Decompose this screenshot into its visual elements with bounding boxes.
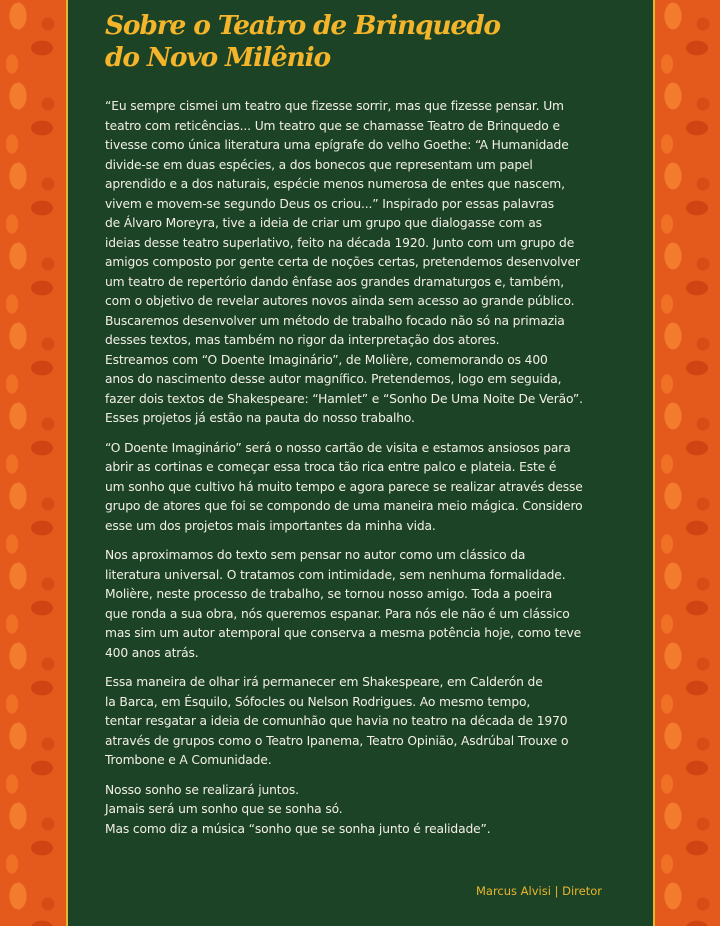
text-line: Trombone e A Comunidade.: [105, 753, 272, 767]
text-line: Esses projetos já estão na pauta do nosso trabalho.: [105, 411, 415, 425]
text-line: Buscaremos desenvolver um método de trabalho focado não só na primazia: [105, 313, 565, 328]
right-decorative-border: [655, 0, 720, 926]
page-title: [105, 10, 625, 74]
text-line: Nos aproximamos do texto sem pensar no autor como um clássico da: [105, 548, 526, 562]
text-line: Estreamos com “O Doente Imaginário”, de Molière, comemorando os 400: [105, 352, 548, 367]
paragraph-2: [105, 439, 625, 537]
text-line: um sonho que cultivo há muito tempo e agora parece se realizar através desse: [105, 479, 583, 494]
text-line: amigos composto por gente certa de noções certas, pretendemos desenvolver: [105, 255, 580, 269]
title-line: do Novo Milênio: [105, 42, 330, 73]
text-line: anos do nascimento desse autor magnífico. Pretendemos, logo em seguida,: [105, 372, 562, 386]
text-line: um teatro de repertório dando ênfase aos grandes dramaturgos e, também,: [105, 274, 565, 289]
text-line: mas sim um autor atemporal que conserva a mesma potência hoje, como teve: [105, 626, 582, 640]
paragraph-4: [105, 673, 625, 771]
text-line: ideias desse teatro superlativo, feito na década 1920. Junto com um grupo de: [105, 235, 575, 250]
text-line: vivem e movem-se segundo Deus os criou...” Inspirado por essas palavras: [105, 196, 555, 211]
text-line: esse um dos projetos mais importantes da minha vida.: [105, 518, 436, 533]
text-line: Molière, neste processo de trabalho, se tornou nosso amigo. Toda a poeira: [105, 587, 553, 601]
text-line: tivesse como única literatura uma epígrafe do velho Goethe: “A Humanidade: [105, 138, 569, 152]
text-line: la Barca, em Ésquilo, Sófocles ou Nelson Rodrigues. Ao mesmo tempo,: [105, 694, 531, 709]
left-decorative-border: [0, 0, 66, 926]
text-line: fazer dois textos de Shakespeare: “Hamlet” e “Sonho De Uma Noite De Verão”.: [105, 391, 583, 406]
text-line: literatura universal. O tratamos com intimidade, sem nenhuma formalidade.: [105, 567, 566, 582]
content-panel: [66, 0, 655, 926]
text-line: através de grupos como o Teatro Ipanema, Teatro Opinião, Asdrúbal Trouxe o: [105, 733, 569, 748]
article-body: [105, 97, 625, 849]
paragraph-5: [105, 781, 625, 840]
text-line: Nosso sonho se realizará juntos.: [105, 782, 299, 797]
text-line: que ronda a sua obra, nós queremos espanar. Para nós ele não é um clássico: [105, 606, 570, 621]
text-line: aprendido e a dos naturais, espécie menos numerosa de entes que nascem,: [105, 177, 565, 191]
text-line: de Álvaro Moreyra, tive a ideia de criar um grupo que dialogasse com as: [105, 216, 542, 230]
text-line: Essa maneira de olhar irá permanecer em Shakespeare, em Calderón de: [105, 675, 543, 689]
paragraph-1: [105, 97, 625, 429]
text-line: desses textos, mas também no rigor da interpretação dos atores.: [105, 333, 500, 347]
text-line: grupo de atores que foi se compondo de uma maneira meio mágica. Considero: [105, 499, 583, 513]
text-line: tentar resgatar a ideia de comunhão que havia no teatro na década de 1970: [105, 714, 568, 728]
text-line: 400 anos atrás.: [105, 645, 199, 660]
text-line: com o objetivo de revelar autores novos ainda sem acesso ao grande público.: [105, 294, 575, 308]
author-signature: Marcus Alvisi | Diretor: [475, 884, 602, 898]
text-line: abrir as cortinas e começar essa troca tão rica entre palco e plateia. Este é: [105, 460, 557, 474]
text-line: Jamais será um sonho que se sonha só.: [105, 802, 343, 816]
paragraph-3: [105, 546, 625, 663]
text-line: “O Doente Imaginário” será o nosso cartão de visita e estamos ansiosos para: [105, 440, 571, 455]
text-line: divide-se em duas espécies, a dos bonecos que representam um papel: [105, 157, 533, 172]
text-line: “Eu sempre cismei um teatro que fizesse sorrir, mas que fizesse pensar. Um: [105, 99, 564, 113]
text-line: Mas como diz a música “sonho que se sonha junto é realidade”.: [105, 821, 491, 836]
text-line: teatro com reticências... Um teatro que se chamasse Teatro de Brinquedo e: [105, 118, 560, 133]
title-line: Sobre o Teatro de Brinquedo: [105, 10, 500, 41]
